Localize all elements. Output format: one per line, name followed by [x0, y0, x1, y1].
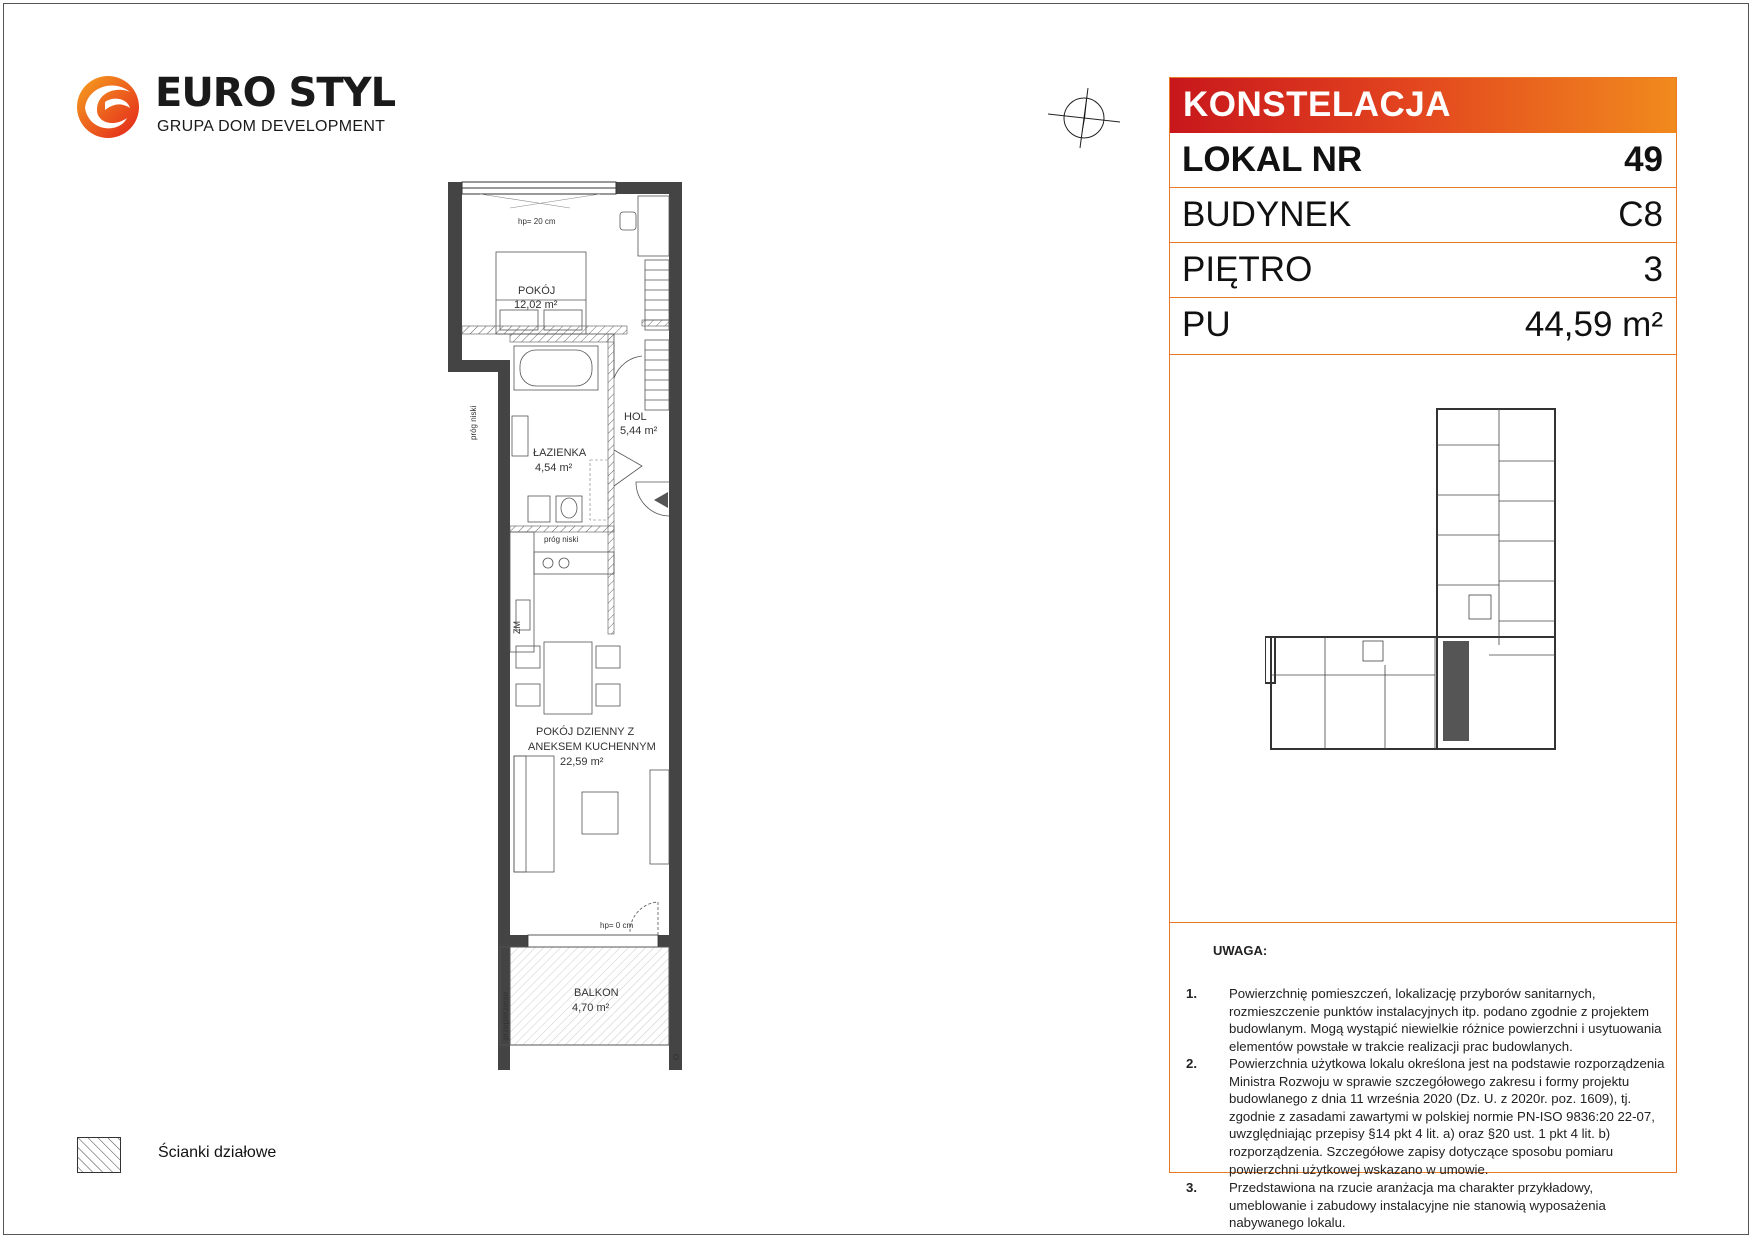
partition-label: przepierzenie [501, 991, 510, 1040]
dining-table [516, 642, 620, 714]
desk [620, 196, 669, 256]
building-key-plan [1265, 405, 1565, 755]
balcony-door [528, 935, 658, 947]
note-number: 2. [1186, 1056, 1197, 1071]
row-value: 49 [1624, 140, 1663, 179]
room-living-name-2: ANEKSEM KUCHENNYM [528, 741, 656, 753]
logo [75, 70, 396, 140]
info-panel [1169, 77, 1677, 1231]
row-pietro [1170, 243, 1676, 298]
row-value: 44,59 m² [1524, 305, 1663, 344]
logo-subtitle: GRUPA DOM DEVELOPMENT [157, 118, 386, 135]
window-top-label: hp= 20 cm [518, 217, 556, 226]
wardrobe [645, 260, 669, 410]
room-lazienka-area: 4,54 m² [535, 462, 573, 474]
logo-name: EURO STYL [155, 70, 396, 116]
row-label: PU [1182, 305, 1231, 344]
row-label: BUDYNEK [1182, 195, 1352, 234]
note-number: 1. [1186, 986, 1197, 1001]
panel-header [1170, 78, 1676, 133]
row-label: LOKAL NR [1182, 140, 1363, 179]
window-bottom-label: hp= 0 cm [600, 921, 634, 930]
room-hol-name: HOL [624, 411, 647, 423]
investment-name: KONSTELACJA [1183, 85, 1452, 124]
room-living-area: 22,59 m² [560, 756, 604, 768]
bathroom-tiles [590, 460, 608, 520]
room-pokoj-area: 12,02 m² [514, 299, 558, 311]
threshold-label-2: próg niski [544, 535, 579, 544]
zm-label: ZM [512, 621, 522, 634]
legend-hatch-swatch [77, 1137, 121, 1173]
room-balkon-area: 4,70 m² [572, 1002, 610, 1014]
room-hol-area: 5,44 m² [620, 425, 658, 437]
row-value: C8 [1618, 195, 1663, 234]
north-arrow-icon [1048, 88, 1120, 150]
window-top [462, 182, 616, 208]
note-text: Powierzchnię pomieszczeń, lokalizację przyborów sanitarnych, rozmieszczenie punktów instalacyjnych itp. podano zgodnie z projektem budowlanym. Mogą wystąpić niewielkie różnice powierzchni i usytuowania elementów powstałe w trakcie realizacji prac budowlanych. [1229, 986, 1662, 1054]
row-pu [1170, 298, 1676, 355]
room-lazienka-name: ŁAZIENKA [533, 447, 587, 459]
row-label: PIĘTRO [1182, 250, 1313, 289]
notes-section [1170, 923, 1676, 1231]
row-budynek [1170, 188, 1676, 243]
key-plan-highlight [1443, 641, 1469, 741]
bathtub [514, 346, 598, 390]
note-number: 3. [1186, 1180, 1197, 1195]
threshold-label-1: próg niski [469, 405, 478, 440]
coffee-table [582, 792, 618, 834]
note-text: Przedstawiona na rzucie aranżacja ma charakter przykładowy, umeblowanie i zabudowy instalacyjne nie stanowią wyposażenia nabywanego lokalu. [1229, 1180, 1606, 1231]
legend-label: Ścianki działowe [158, 1144, 277, 1161]
room-balkon-name: BALKON [574, 987, 619, 999]
key-plan-area [1170, 355, 1676, 923]
floor-plan [440, 160, 750, 1070]
sofa [514, 756, 554, 872]
notes-heading: UWAGA: [1213, 943, 1268, 958]
entrance-arrow-icon [654, 492, 668, 508]
toilet [556, 496, 582, 522]
row-value: 3 [1643, 250, 1663, 289]
room-pokoj-name: POKÓJ [518, 285, 556, 297]
kitchen-counter [510, 532, 614, 652]
euro-styl-logo-icon [75, 70, 145, 140]
note-text: Powierzchnia użytkowa lokalu określona jest na podstawie rozporządzenia Ministra Rozwoju w sprawie szczegółowego zakresu i formy projektu budowlanego z dnia 11 września 2020 (Dz. U. z 2020r. poz. 1609), tj. zgodnie z zasadami zawartymi w polskiej normie PN-ISO 9836:20 22-07, uwzględniając przepisy §14 pkt 4 lit. a) oraz §20 ust. 1 pkt 4 lit. b) rozporządzenia. Szczegółowe zapisy dotyczące sposobu pomiaru powierzchni użytkowej wskazano w umowie. [1229, 1056, 1665, 1177]
row-lokal-nr [1170, 133, 1676, 188]
tv-cabinet [650, 770, 669, 864]
room-living-name-1: POKÓJ DZIENNY Z [536, 726, 635, 738]
